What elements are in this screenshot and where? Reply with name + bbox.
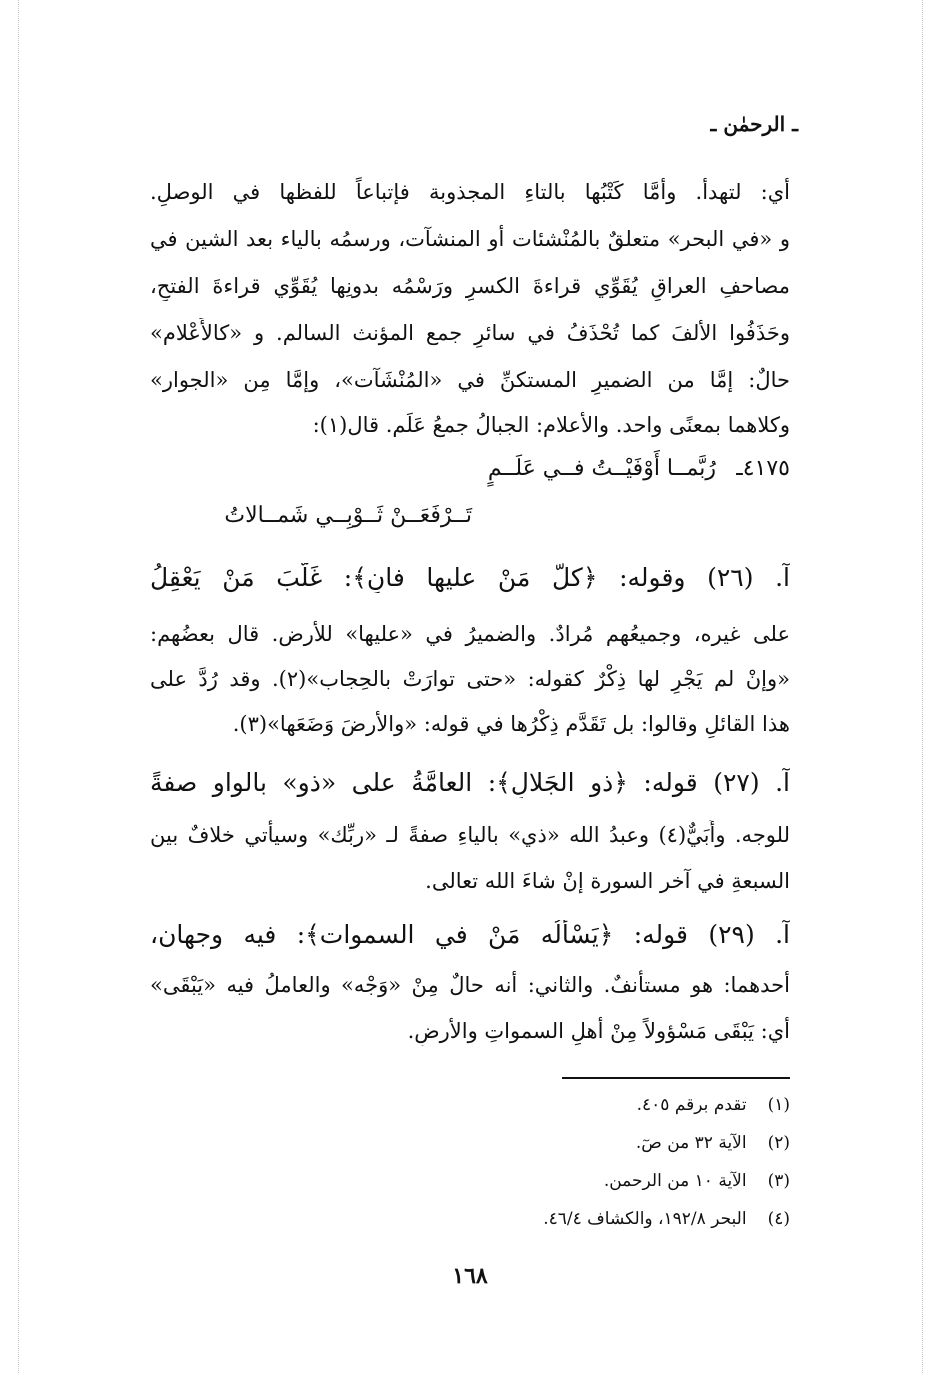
footnote-2-number: (٢) [767, 1133, 790, 1153]
body-line-5: حالٌ: إمَّا من الضميرِ المستكنِّ في «المُنْشَآت»، وإمَّا مِن «الجوار» [150, 368, 790, 392]
verse-29-line-3: أي: يَبْقَى مَسْؤولاً مِنْ أهلِ السمواتِ والأرضِ. [407, 1019, 790, 1043]
verse-26-line-3: «وإنْ لم يَجْرِ لها ذِكْرٌ كقوله: «حتى توارَتْ بالحِجاب»(٢). وقد رُدَّ على [150, 667, 790, 691]
body-line-3: مصاحفِ العراقِ يُقَوِّي قراءةَ الكسرِ ورَسْمُه بدونِها يُقَوِّي قراءةَ الفتحِ، [150, 274, 790, 298]
scan-margin-dots-right [922, 0, 923, 1373]
verse-26-line-2: على غيره، وجميعُهم مُرادٌ. والضميرُ في «عليها» للأرض. قال بعضُهم: [150, 622, 790, 646]
verse-26-heading: آ. (٢٦) وقوله: ﴿كلُّ مَنْ عليها فانٍ﴾: غَلَّبَ مَنْ يَعْقِلُ [150, 563, 790, 592]
verse-29-heading: آ. (٢٩) قوله: ﴿يَسْأَلُه مَنْ في السموات﴾: فيه وجهان، [150, 920, 790, 949]
body-line-2: و «في البحر» متعلقٌ بالمُنْشئات أو المنشآت، ورسمُه بالياء بعد الشين في [150, 227, 790, 251]
body-line-1: أي: لتهدأ. وأمَّا كَتْبُها بالتاءِ المجذوبة فإتباعاً للفظها في الوصلِ. [150, 180, 790, 204]
verse-27-line-2: للوجه. وأُبَيٌّ(٤) وعبدُ الله «ذي» بالياءِ صفةً لـ «ربِّك» وسيأتي خلافٌ بين [150, 823, 790, 847]
verse-27-line-3: السبعةِ في آخر السورة إنْ شاءَ الله تعالى. [425, 869, 790, 893]
footnote-3 [604, 1168, 790, 1194]
page-number: ١٦٨ [452, 1263, 488, 1289]
footnote-3-text: الآية ١٠ من الرحمن. [603, 1171, 747, 1191]
footnote-2 [636, 1130, 790, 1156]
footnote-1-number: (١) [767, 1095, 790, 1115]
verse-29-line-2: أحدهما: هو مستأنفٌ. والثاني: أنه حالٌ مِنْ «وَجْه» والعاملُ فيه «يَبْقَى» [150, 973, 790, 997]
footnote-separator [562, 1077, 790, 1079]
poem-hemistich-2: تَــرْفَعَــنْ ثَــوْبِــي شَمــالاتُ [224, 503, 472, 528]
verse-27-heading: آ. (٢٧) قوله: ﴿ذو الجَلالِ﴾: العامَّةُ على «ذو» بالواو صفةً [150, 768, 790, 797]
poem-hemistich-1: رُبَّمــا أَوْفَيْــتُ فــي عَلَــمٍ [487, 456, 716, 481]
body-line-4: وحَذَفُوا الألفَ كما تُحْذَفُ في سائرِ جمع المؤنث السالم. و «كالأَعْلام» [150, 321, 790, 345]
poem-number: ٤١٧٥ـ [736, 456, 790, 481]
verse-26-line-4: هذا القائلِ وقالوا: بل تَقَدَّم ذِكْرُها في قوله: «والأرضَ وَضَعَها»(٣). [232, 712, 790, 736]
footnote-1-text: تقدم برقم ٤٠٥. [636, 1095, 747, 1115]
footnote-3-number: (٣) [767, 1171, 790, 1191]
footnote-4 [543, 1206, 790, 1232]
body-line-6: وكلاهما بمعنًى واحد. والأعلام: الجبالُ جمعُ عَلَم. قال(١): [312, 413, 790, 437]
running-title: ـ الرحمٰن ـ [710, 112, 798, 136]
footnote-1 [637, 1092, 790, 1118]
scan-margin-dots-left [18, 0, 19, 1373]
footnote-4-text: البحر ١٩٢/٨، والكشاف ٤٦/٤. [543, 1209, 747, 1229]
footnote-2-text: الآية ٣٢ من صٓ. [635, 1133, 747, 1153]
footnote-4-number: (٤) [767, 1209, 790, 1229]
